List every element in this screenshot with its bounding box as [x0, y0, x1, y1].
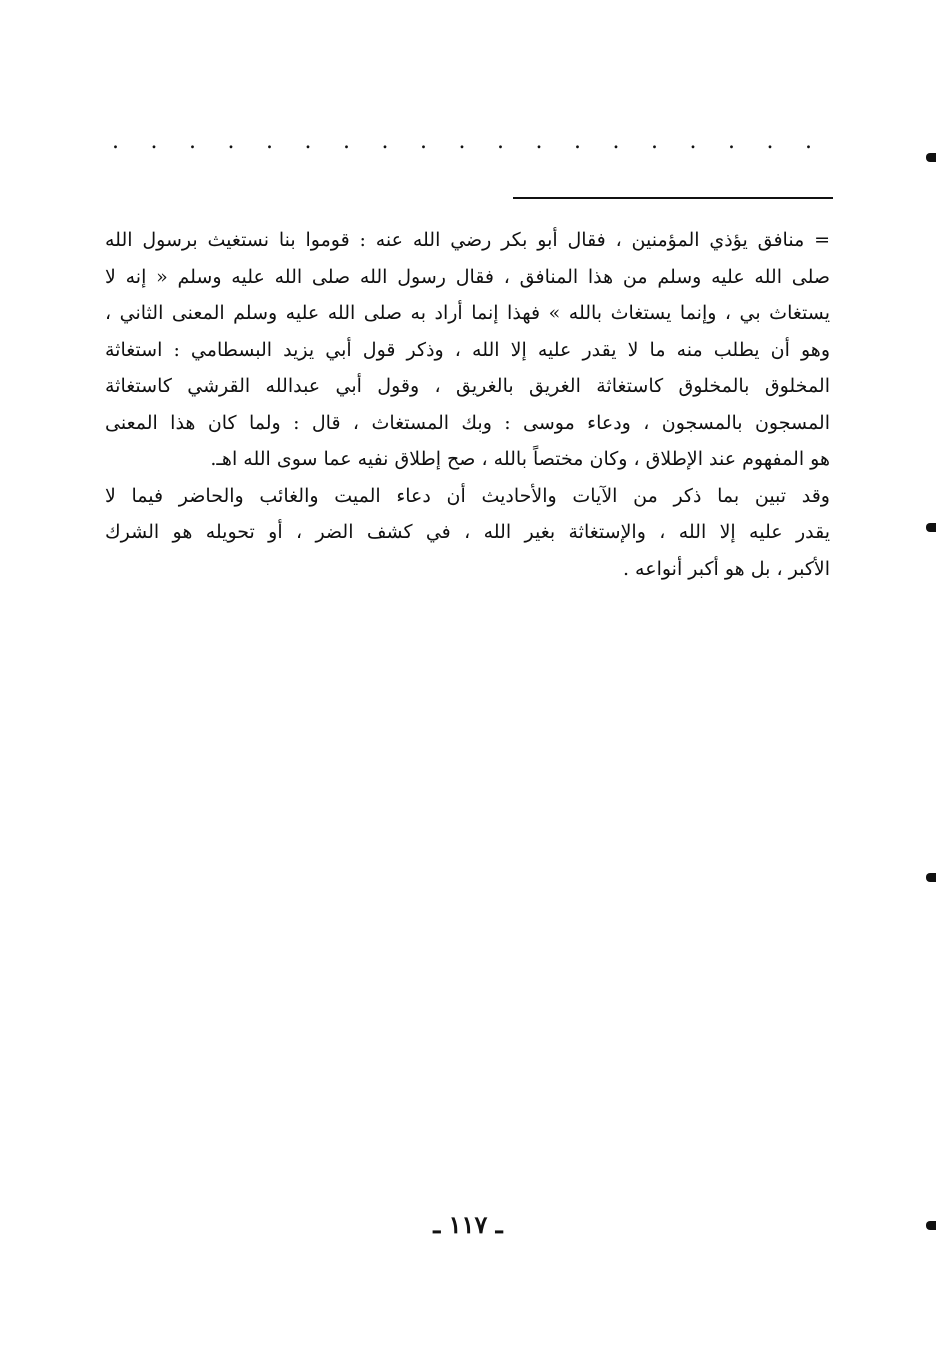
text-line: يقدر عليه إلا الله ، والإستغاثة بغير الله ، في كشف الضر ، أو تحويله هو الشرك: [105, 521, 830, 543]
page-number: ـ ١١٧ ـ: [433, 1210, 503, 1239]
ellipsis-separator: [112, 122, 812, 162]
text-line: وهو أن يطلب منه ما لا يقدر عليه إلا الله ، وذكر قول أبي يزيد البسطامي : استغاثة: [105, 338, 830, 361]
text-line: = منافق يؤذي المؤمنين ، فقال أبو بكر رضي الله عنه : قوموا بنا نستغيث برسول الله: [105, 229, 830, 251]
scan-edge-mark: [926, 153, 936, 162]
separator-dot: .: [266, 129, 273, 154]
text-line: هو المفهوم عند الإطلاق ، وكان مختصاً بالله ، صح إطلاق نفيه عما سوى الله اهـ.: [210, 448, 830, 470]
footnote-divider: [513, 197, 833, 199]
text-line: المخلوق بالمخلوق كاستغاثة الغريق بالغريق ، وقول أبي عبدالله القرشي كاستغاثة: [105, 375, 830, 397]
text-line: المسجون بالمسجون ، ودعاء موسى : وبك المستغاث ، قال : ولما كان هذا المعنى: [105, 411, 830, 434]
separator-dot: .: [458, 129, 466, 154]
separator-dot: .: [343, 129, 350, 154]
separator-dot: .: [112, 129, 119, 154]
text-line: يستغاث بي ، وإنما يستغاث بالله » فهذا إنما أراد به صلى الله عليه وسلم المعنى الثاني ،: [105, 302, 830, 324]
separator-dot: .: [574, 129, 581, 154]
separator-dot: .: [381, 129, 389, 154]
separator-dot: .: [150, 129, 158, 154]
separator-dot: .: [689, 129, 697, 154]
separator-dot: .: [497, 129, 504, 154]
separator-dot: .: [535, 129, 543, 154]
separator-dot: .: [728, 129, 735, 154]
text-line: صلى الله عليه وسلم من هذا المنافق ، فقال رسول الله صلى الله عليه وسلم « إنه لا: [105, 265, 830, 288]
scan-edge-mark: [926, 1221, 936, 1230]
footnote-text: [105, 222, 830, 587]
separator-dot: .: [651, 129, 658, 154]
separator-dot: .: [227, 129, 235, 154]
text-line: الأكبر ، بل هو أكبر أنواعه .: [622, 557, 830, 580]
text-line: وقد تبين بما ذكر من الآيات والأحاديث أن دعاء الميت والغائب والحاضر فيما لا: [105, 484, 830, 507]
separator-dot: .: [304, 129, 312, 154]
scan-edge-mark: [926, 523, 936, 532]
scan-edge-mark: [926, 873, 936, 882]
separator-dot: .: [612, 129, 620, 154]
separator-dot: .: [189, 129, 196, 154]
separator-dot: .: [805, 129, 812, 154]
separator-dot: .: [420, 129, 427, 154]
separator-dot: .: [766, 129, 774, 154]
